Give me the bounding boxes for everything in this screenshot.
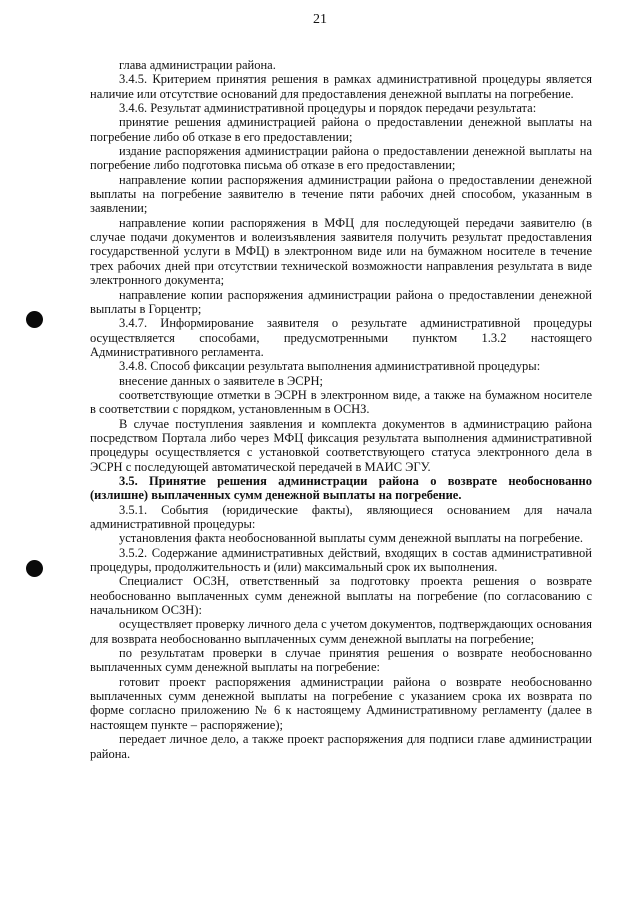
- paragraph: Специалист ОСЗН, ответственный за подготовку проекта решения о возврате необоснованно выплаченных сумм денежной выплаты на погребение (по согласованию с начальником ОСЗН):: [90, 574, 592, 618]
- paragraph: соответствующие отметки в ЭСРН в электронном виде, а также на бумажном носителе в соответствии с порядком, установленным в ОСНЗ.: [90, 387, 592, 417]
- paragraph: В случае поступления заявления и комплекта документов в администрацию района посредством Портала либо через МФЦ фиксация результата выполнения административной процедуры осуществляется с установкой соответствующего статуса электронного дела в ЭСРН с последующей автоматической передачей в МАИС ЭГУ.: [90, 416, 592, 474]
- paragraph: 3.5.2. Содержание административных действий, входящих в состав административной процедуры, продолжительность и (или) максимальный срок их выполнения.: [90, 545, 592, 575]
- document-body: [90, 58, 592, 761]
- paragraph: установления факта необоснованной выплаты сумм денежной выплаты на погребение.: [119, 531, 583, 546]
- paragraph: 3.4.5. Критерием принятия решения в рамках административной процедуры является наличие или отсутствие оснований для предоставления денежной выплаты на погребение.: [90, 72, 592, 101]
- paragraph: направление копии распоряжения в МФЦ для последующей передачи заявителю (в случае подачи документов и волеизъявления заявителя получить результат предоставления государственной услуги в МФЦ) в электронном виде или на бумажном носителе в течение трех рабочих дней при отсутствии технической возможности направления результата в виде электронного документа;: [90, 215, 592, 288]
- paragraph: 3.4.8. Способ фиксации результата выполнения административной процедуры:: [119, 359, 541, 374]
- paragraph: 3.4.7. Информирование заявителя о результате административной процедуры осуществляется способами, предусмотренными пунктом 1.3.2 настоящего Административного регламента.: [90, 316, 592, 359]
- paragraph: принятие решения администрацией района о предоставлении денежной выплаты на погребение либо об отказе в его предоставлении;: [90, 115, 592, 144]
- paragraph: издание распоряжения администрации района о предоставлении денежной выплаты на погребение либо подготовка письма об отказе в его предоставлении;: [90, 144, 592, 173]
- section-heading: 3.5. Принятие решения администрации района о возврате необоснованно (излишне) выплаченных сумм денежной выплаты на погребение.: [90, 473, 592, 503]
- paragraph: направление копии распоряжения администрации района о предоставлении денежной выплаты в Горцентр;: [90, 287, 592, 316]
- punch-hole-mark: [26, 311, 43, 328]
- paragraph: направление копии распоряжения администрации района о предоставлении денежной выплаты на погребение заявителю в течение пяти рабочих дней способом, указанным в заявлении;: [90, 172, 592, 216]
- paragraph: 3.5.1. События (юридические факты), являющиеся основанием для начала административной процедуры:: [90, 502, 592, 531]
- paragraph: 3.4.6. Результат административной процедуры и порядок передачи результата:: [119, 101, 537, 116]
- paragraph: глава администрации района.: [119, 58, 276, 72]
- paragraph: передает личное дело, а также проект распоряжения для подписи главе администрации района.: [90, 732, 592, 761]
- page-number: 21: [313, 12, 327, 27]
- paragraph: осуществляет проверку личного дела с учетом документов, подтверждающих основания для возврата необоснованно выплаченных сумм денежной выплаты на погребение;: [90, 617, 592, 646]
- paragraph: по результатам проверки в случае принятия решения о возврате необоснованно выплаченных сумм денежной выплаты на погребение:: [90, 646, 592, 675]
- paragraph: готовит проект распоряжения администрации района о возврате необоснованно выплаченных сумм денежной выплаты на погребение с указанием срока их возврата по форме согласно приложению № 6 к настоящему Административному регламенту (далее в настоящем пункте – распоряжение);: [90, 674, 592, 732]
- punch-hole-mark: [26, 560, 43, 577]
- paragraph: внесение данных о заявителе в ЭСРН;: [119, 373, 324, 388]
